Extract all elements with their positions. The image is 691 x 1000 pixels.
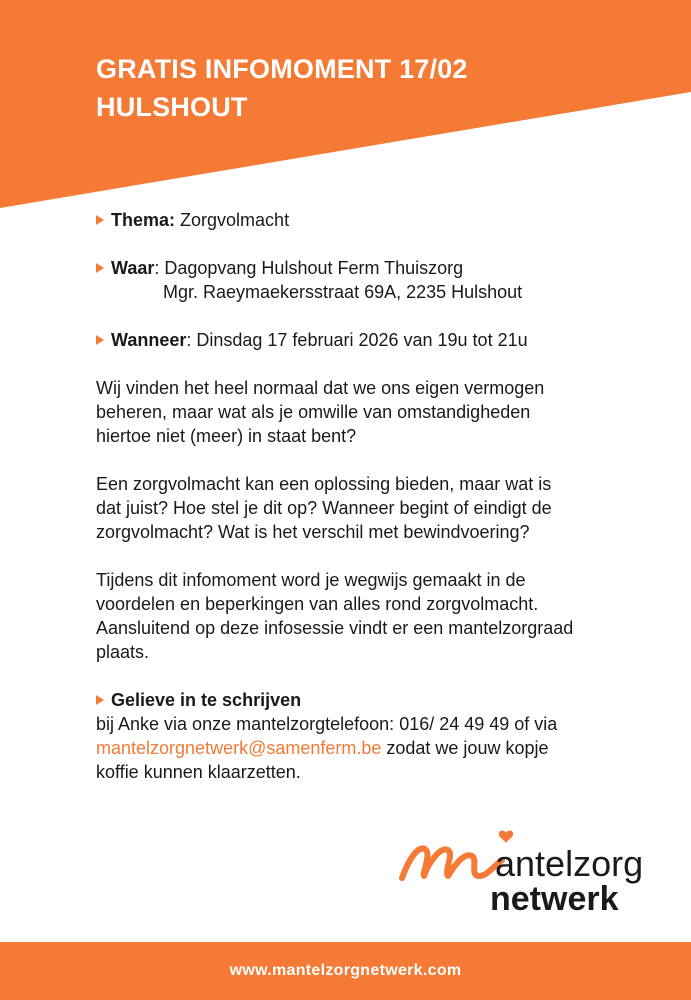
- p1-line: beheren, maar wat als je omwille van omstandigheden: [96, 402, 531, 422]
- p2-line: Een zorgvolmacht kan een oplossing bieden, maar wat is: [96, 474, 552, 494]
- p3-line: voordelen en beperkingen van alles rond zorgvolmacht.: [96, 594, 539, 614]
- waar-label: Waar: [111, 258, 155, 278]
- waar-address: Mgr. Raeymaekersstraat 69A, 2235 Hulshout: [163, 282, 523, 302]
- triangle-bullet-icon: [96, 335, 104, 345]
- thema-label: Thema:: [111, 210, 176, 230]
- waar-value: : Dagopvang Hulshout Ferm Thuiszorg: [154, 258, 464, 278]
- waar-item: [96, 256, 656, 280]
- thema-value: Zorgvolmacht: [180, 210, 290, 230]
- triangle-bullet-icon: [96, 695, 104, 705]
- mantelzorg-netwerk-logo: [398, 826, 653, 916]
- paragraph-infomoment: [96, 568, 656, 664]
- email-link[interactable]: mantelzorgnetwerk@samenferm.be: [96, 738, 382, 758]
- p2-line: zorgvolmacht? Wat is het verschil met bewindvoering?: [96, 522, 530, 542]
- signup-text: [96, 712, 656, 784]
- p2-line: dat juist? Hoe stel je dit op? Wanneer begint of eindigt de: [96, 498, 552, 518]
- signup-heading-item: [96, 688, 656, 712]
- page-title: [96, 50, 616, 126]
- triangle-bullet-icon: [96, 263, 104, 273]
- footer-website-link[interactable]: www.mantelzorgnetwerk.com: [229, 962, 462, 979]
- heart-icon: [499, 831, 513, 843]
- p3-line: Aansluitend op deze infosessie vindt er een mantelzorgraad: [96, 618, 574, 638]
- footer-bar: [0, 942, 691, 1000]
- p1-line: Wij vinden het heel normaal dat we ons eigen vermogen: [96, 378, 545, 398]
- signup-line-3: koffie kunnen klaarzetten.: [96, 762, 301, 782]
- signup-after-email: zodat we jouw kopje: [381, 738, 549, 758]
- paragraph-zorgvolmacht: [96, 472, 656, 544]
- swoosh-m-icon: [402, 848, 502, 878]
- main-content: [96, 208, 656, 784]
- wanneer-value: : Dinsdag 17 februari 2026 van 19u tot 21u: [186, 330, 528, 350]
- signup-line-1: bij Anke via onze mantelzorgtelefoon: 016/ 24 49 49 of via: [96, 714, 558, 734]
- p3-line: plaats.: [96, 642, 150, 662]
- wanneer-item: [96, 328, 656, 352]
- title-line-2: HULSHOUT: [96, 92, 248, 122]
- thema-item: [96, 208, 656, 232]
- p3-line: Tijdens dit infomoment word je wegwijs gemaakt in de: [96, 570, 526, 590]
- logo-word-2: netwerk: [490, 880, 619, 916]
- title-line-1: GRATIS INFOMOMENT 17/02: [96, 54, 468, 84]
- wanneer-label: Wanneer: [111, 330, 187, 350]
- paragraph-intro: [96, 376, 656, 448]
- triangle-bullet-icon: [96, 215, 104, 225]
- p1-line: hiertoe niet (meer) in staat bent?: [96, 426, 357, 446]
- logo-word-1: antelzorg: [495, 843, 644, 884]
- signup-heading: Gelieve in te schrijven: [111, 690, 302, 710]
